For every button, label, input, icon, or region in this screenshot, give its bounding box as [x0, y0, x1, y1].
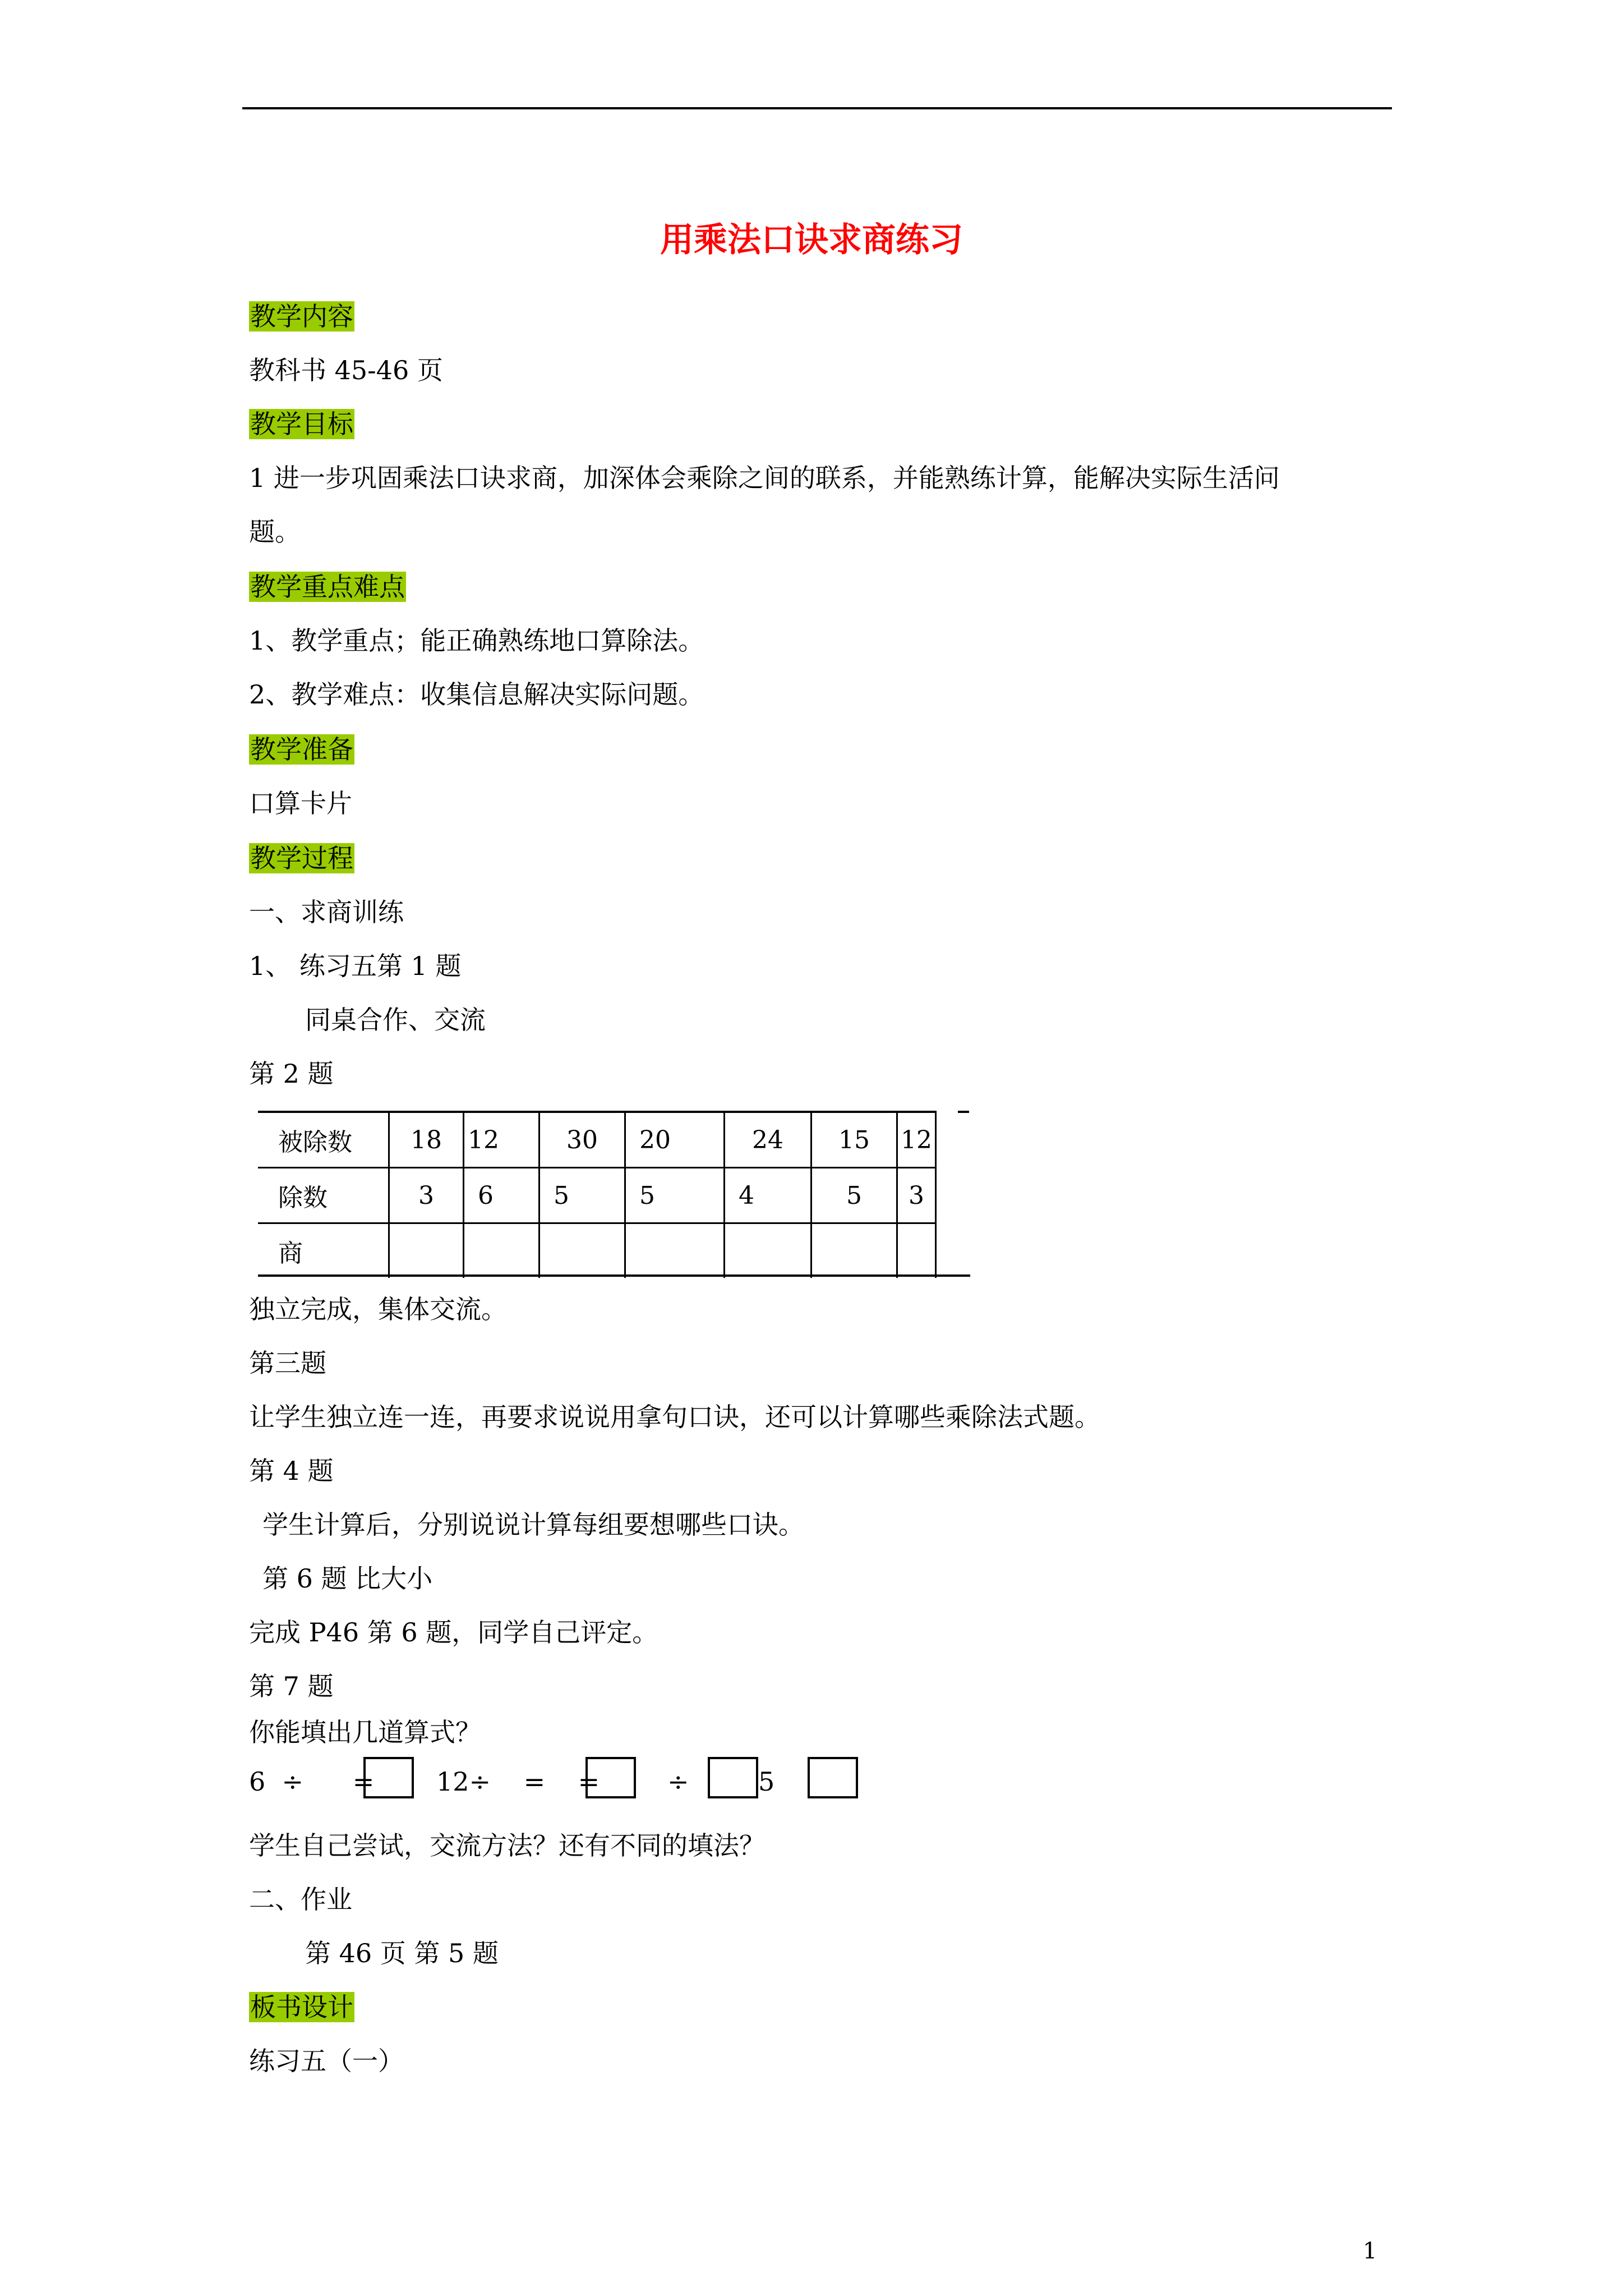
goal-text-2: 题。: [249, 517, 301, 547]
row-label: 商: [258, 1223, 389, 1278]
table-cell: 5: [540, 1168, 625, 1223]
row-label: 被除数: [258, 1112, 389, 1168]
table-cell: 3: [897, 1168, 936, 1223]
table-cell-empty: [464, 1223, 540, 1278]
question-7-label: 第 7 题: [249, 1671, 334, 1701]
table-cell-empty: [811, 1223, 897, 1278]
table-cell: 5: [625, 1168, 725, 1223]
page-title: 用乘法口诀求商练习: [660, 220, 963, 260]
table-cell: 20: [625, 1112, 725, 1168]
table-top-extension: [958, 1111, 969, 1113]
answer-box: [585, 1757, 636, 1798]
table-cell: 12: [897, 1112, 936, 1168]
equation-part-3: ÷: [667, 1766, 689, 1797]
after-table-text: 独立完成，集体交流。: [249, 1294, 507, 1324]
section-heading-prep: 教学准备: [250, 734, 353, 765]
table-cell: 12: [464, 1112, 540, 1168]
process-item-4: 第 2 题: [249, 1059, 334, 1089]
key-point-1: 1、教学重点；能正确熟练地口算除法。: [249, 625, 704, 656]
table-cell: 24: [725, 1112, 811, 1168]
section-heading-key: 教学重点难点: [250, 572, 405, 602]
process-item-3: 同桌合作、交流: [305, 1005, 486, 1035]
answer-box: [363, 1757, 414, 1798]
row-label: 除数: [258, 1168, 389, 1223]
table-cell: 18: [389, 1112, 464, 1168]
question-3-text: 让学生独立连一连，再要求说说用拿句口诀，还可以计算哪些乘除法式题。: [249, 1402, 1100, 1432]
section-heading-goal: 教学目标: [250, 409, 353, 439]
section-heading-board: 板书设计: [250, 1992, 353, 2022]
table-row-dividend: [258, 1112, 936, 1168]
goal-text-1: 1 进一步巩固乘法口诀求商，加深体会乘除之间的联系，并能熟练计算，能解决实际生活问: [249, 463, 1280, 493]
table-cell: 15: [811, 1112, 897, 1168]
key-point-2: 2、教学难点：收集信息解决实际问题。: [249, 679, 704, 710]
answer-box: [708, 1757, 758, 1798]
homework-text: 第 46 页 第 5 题: [305, 1938, 499, 1968]
table-cell-empty: [725, 1223, 811, 1278]
table-cell-empty: [389, 1223, 464, 1278]
question-7-text: 你能填出几道算式？: [249, 1717, 481, 1747]
question-6-text: 完成 P46 第 6 题，同学自己评定。: [249, 1617, 658, 1648]
table-row-quotient: [258, 1223, 936, 1278]
question-6-label: 第 6 题 比大小: [262, 1563, 433, 1594]
equation-part-2: 12÷ = =: [436, 1766, 600, 1797]
question-4-text: 学生计算后，分别说说计算每组要想哪些口诀。: [262, 1510, 804, 1540]
board-text: 练习五（一）: [249, 2046, 404, 2076]
table-cell: 30: [540, 1112, 625, 1168]
division-table: [258, 1111, 937, 1278]
equation-part-4: 5: [758, 1766, 775, 1797]
process-item-1: 一、求商训练: [249, 897, 404, 927]
content-text: 教科书 45-46 页: [249, 355, 443, 385]
section-heading-process: 教学过程: [250, 843, 353, 873]
page-number: 1: [1363, 2238, 1377, 2264]
table-cell: 5: [811, 1168, 897, 1223]
table-cell-empty: [540, 1223, 625, 1278]
table-cell: 3: [389, 1168, 464, 1223]
question-4-label: 第 4 题: [249, 1456, 334, 1486]
table-cell: 6: [464, 1168, 540, 1223]
table-cell: 4: [725, 1168, 811, 1223]
table-cell-empty: [625, 1223, 725, 1278]
prep-text: 口算卡片: [249, 788, 352, 818]
answer-box: [808, 1757, 858, 1798]
header-rule: [242, 107, 1392, 109]
table-cell-empty: [897, 1223, 936, 1278]
section-heading-content: 教学内容: [250, 301, 353, 332]
question-3-label: 第三题: [249, 1348, 326, 1378]
table-bottom-rule: [258, 1274, 970, 1277]
question-7-after: 学生自己尝试，交流方法？还有不同的填法？: [249, 1830, 765, 1861]
homework-label: 二、作业: [249, 1884, 352, 1915]
table-row-divisor: [258, 1168, 936, 1223]
process-item-2: 1、 练习五第 1 题: [249, 951, 462, 981]
equation-part-1: 6 ÷ =: [249, 1766, 375, 1797]
